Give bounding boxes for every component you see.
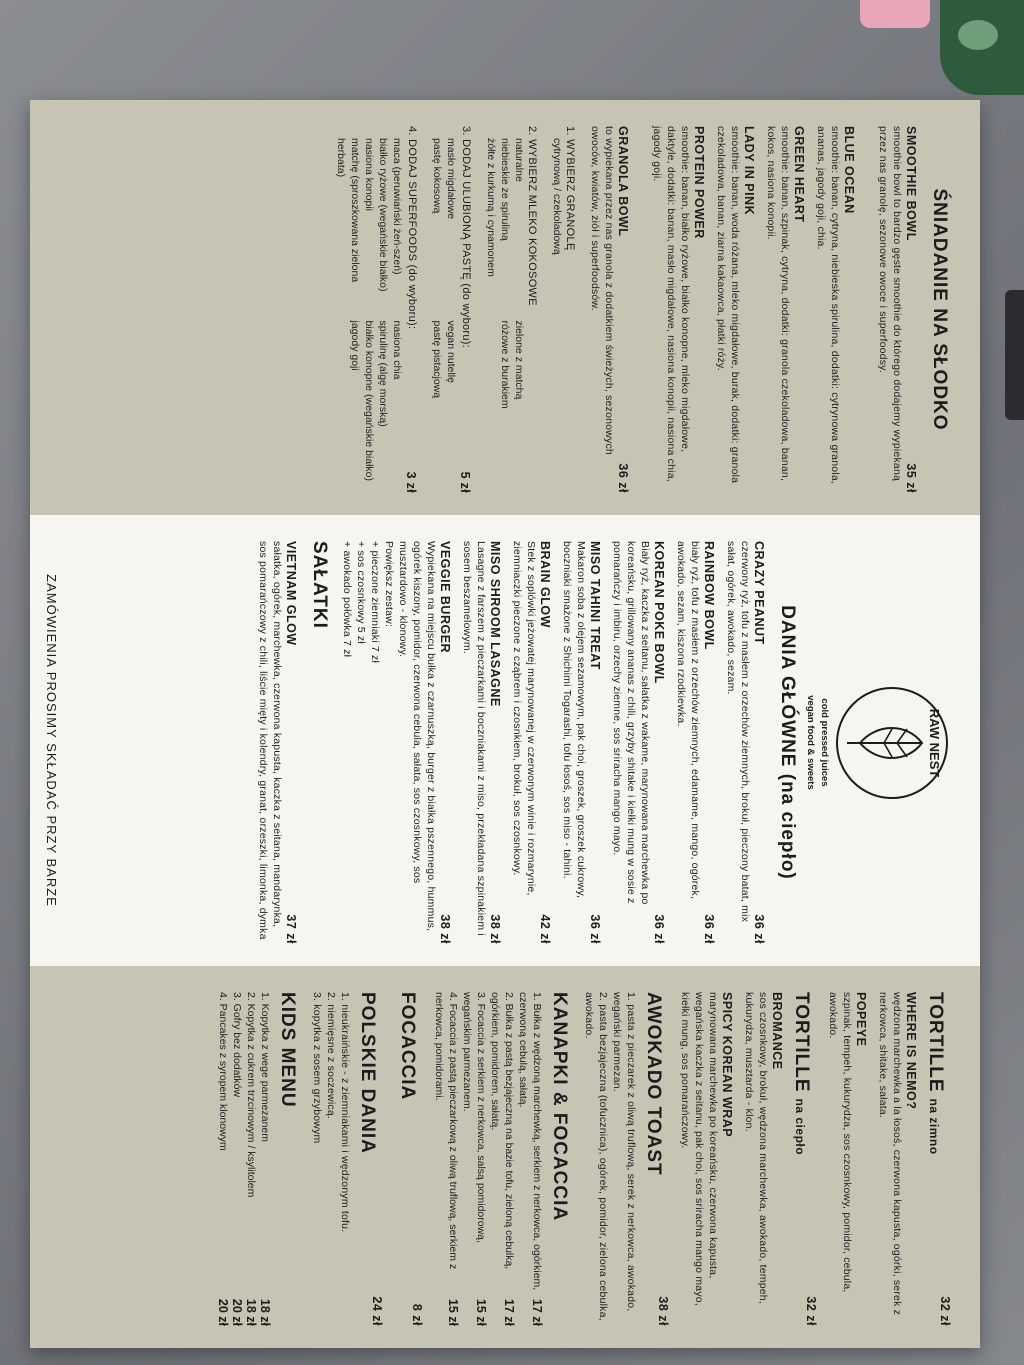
item-description: smoothie: banan, cytryna, niebieska spirulina, dodatki: cytrynowa granola, ananas, jagody goji, chia. (815, 126, 841, 484)
logo-tagline-2: vegan food & sweets (805, 695, 816, 790)
burger-extra: + sos czosnkowy 5 zł (355, 541, 367, 644)
item-description: czerwony ryż, tofu z masłem z orzechów ziemnych, brokuł, pieczony batat, mix sałat, ogórek, awokado, sezam. (725, 541, 751, 923)
item-description: smoothie: banan, woda różana, mleko migdałowe, burak, dodatki: granola czekoladowa, banan, ziarna kakaowca, płatki róży. (715, 126, 741, 484)
item-price: 15 zł (446, 1298, 460, 1326)
item-name: KOREAN POKE BOWL (652, 541, 666, 684)
burger-extra: + awokado połówka 7 zł (341, 541, 353, 658)
menu-item-blue-ocean: BLUE OCEAN (842, 126, 856, 214)
item-description: 2. Bułka z pastą bezjajeczną na bazie tofu, zieloną cebulką, ogórkiem, pomidorem, sałatą. (489, 992, 515, 1270)
svg-text:RAW NEST: RAW NEST (927, 708, 942, 777)
item-description: 4. Focaccia z pastą pieczarkową z oliwą truflową, serkiem z nerkowca, pomidorami. (433, 992, 459, 1270)
section-note: na zimno (927, 1098, 941, 1155)
item-description: biały ryż, tofu z masłem z orzechów ziemnych, edamame, mango, ogórek, awokado, sezam, kiszona rzodkiewka. (675, 541, 701, 900)
item-description: smoothie bowl to bardzo gęste smoothie do którego dodajemy wypiekaną przez nas granolę, sezonowe owoce i superfoodsy. (877, 126, 903, 482)
item-price: 35 zł (904, 463, 918, 493)
granola-step-2: 2. WYBIERZ MLEKO KOKOSOWE (526, 126, 538, 306)
item-description: 3. kopytka z sosem grzybowym (311, 992, 323, 1144)
menu-item-brain-glow (538, 541, 552, 944)
item-description: smoothie: banan, szpinak, cytryna, dodatki: granola czekoladowa, banan, kokos, nasiona konopii. (765, 126, 791, 482)
item-description: to wypiekana przez nas granola z dodatkiem świeżych, sezonowych owoców, kwiatów, ziół i superfoodsów. (589, 126, 615, 455)
item-name: BRAIN GLOW (538, 541, 552, 628)
menu-item-miso-tahini-treat (588, 541, 602, 944)
menu-item-kids-2 (244, 992, 258, 1326)
item-description: Biały ryż, kaczka z seitanu, sałatka z wakame, marynowana marchewka po koreańsku, grillowany ananas z chili, grzyby shitake i kiełki mung w sosie z pomarańczy i imbiru, orzechy ziemne, sos sriracha mango mayo. (611, 541, 651, 905)
menu-item-where-is-nemo: WHERE IS NEMO? (904, 992, 918, 1110)
menu-item-spicy-korean-wrap: SPICY KOREAN WRAP (720, 992, 734, 1138)
menu-item-kids-4 (216, 992, 230, 1326)
item-price: 36 zł (616, 463, 630, 493)
option: żółte z kurkumą i cynamonem (485, 138, 497, 277)
item-price: 8 zł (410, 1303, 424, 1326)
item-price: 3 zł (404, 471, 418, 493)
option: jagody goji (349, 320, 361, 371)
item-price: 38 zł (438, 914, 452, 944)
item-description: sos czosnkowy, brokuł, wędzona marchewka, awokado, tempeh, kukurydza, musztarda - klon. (743, 992, 769, 1304)
order-at-bar-note: ZAMÓWIENIA PROSIMY SKŁADAĆ PRZY BARZE (44, 574, 59, 907)
item-name: RAINBOW BOWL (702, 541, 716, 650)
menu-item-granola-bowl (616, 126, 630, 493)
menu-item-crazy-peanut (752, 541, 766, 944)
item-description: 2. niemięsne z soczewicą. (325, 992, 337, 1119)
raw-nest-logo-icon (832, 683, 952, 803)
granola-step-1-options (550, 126, 564, 493)
item-name: CRAZY PEANUT (752, 541, 766, 645)
menu-column-main-dishes (30, 515, 980, 966)
item-name: MISO SHROOM LASAGNE (488, 541, 502, 707)
item-price: 36 zł (752, 914, 766, 944)
option: nasiona chia (391, 320, 403, 380)
item-price: 36 zł (652, 914, 666, 944)
section-title: TORTILLE (925, 992, 946, 1093)
item-description: 4. Pancakes z syropem klonowym (217, 992, 229, 1151)
item-description: smoothie: banan, białko ryżowe, białko konopne, mleko migdałowe, daktyle, dodatki: banan, masło migdałowe, nasiona konopii, nasiona chia, jagody goji. (651, 126, 691, 482)
option: pastę kokosową (431, 138, 443, 214)
option: cytrynową / czekoladową (551, 138, 563, 255)
option: matchę (sproszkowana zielona herbata) (335, 138, 361, 283)
option: spirulinę (algę morską) (377, 320, 389, 427)
item-price: 37 zł (284, 914, 298, 944)
granola-step-3: 3. DODAJ ULUBIONĄ PASTĘ (do wyboru): 5 zł (458, 126, 472, 493)
item-description: sałatka, ogórek, marchewka, czerwona kapusta, kaczka z seitana, mandarynka, sos pomarańczowy z chili, liście mięty i kolendry, granat, orzeszki, limonka, dymka (257, 541, 283, 940)
option: zielone z matchą (513, 320, 525, 400)
item-description: 1. nieukraińskie - z ziemniakami i wędzonym tofu. (339, 992, 351, 1233)
item-price: 24 zł (370, 1296, 384, 1326)
menu-item-miso-shroom-lasagne (488, 541, 502, 944)
item-price: 18 zł (258, 1298, 272, 1326)
menu-item-vietnam-glow (284, 541, 298, 944)
item-name: VEGGIE BURGER (438, 541, 452, 654)
green-cup (940, 0, 1024, 95)
section-title: AWOKADO TOAST (643, 992, 664, 1176)
item-price: 5 zł (458, 471, 472, 493)
menu-item-green-heart: GREEN HEART (792, 126, 806, 223)
granola-step-4: 4. DODAJ SUPERFOODS (do wyboru): 3 zł (404, 126, 418, 493)
menu-item-smoothie-bowl (904, 126, 918, 493)
section-title: POLSKIE DANIA (357, 992, 378, 1154)
option: różowe z burakiem (499, 320, 511, 409)
menu-item-kids-1 (258, 992, 272, 1326)
section-awokado-toast (638, 992, 670, 1326)
item-description: 3. Focaccia z serkiem z nerkowca, salsą pomidorową, wegańskim parmezanem. (461, 992, 487, 1243)
item-description: szpinak, tempeh, kukurydza, sos czosnkowy, pomidor, cebula, awokado. (827, 992, 853, 1293)
menu-item-bromance: BROMANCE (770, 992, 784, 1070)
option: vegan nutellę (445, 320, 457, 383)
pink-napkin (860, 0, 930, 28)
logo-tagline-1: cold pressed juices (819, 698, 830, 787)
menu-column-wraps-toasts (30, 966, 980, 1348)
option: masło migdałowe (445, 138, 457, 220)
section-title-salads: SAŁATKI (309, 541, 330, 629)
section-tortille-hot (784, 992, 818, 1326)
section-note: na ciepło (793, 1098, 807, 1156)
item-name: VIETNAM GLOW (284, 541, 298, 646)
item-description: Stek z soplówki jeżowatej marynowanej w czerwonym winie i rozmarynie, ziemniaczki pieczone z cząbrem i czosnkiem, brokuł, sos czosnkowy. (511, 541, 537, 896)
option: białko konopne (wegańskie białko) (363, 320, 375, 482)
granola-step-4-options (334, 126, 404, 493)
item-price: 36 zł (702, 914, 716, 944)
section-title-main-dishes: DANIA GŁÓWNE (na ciepło) (777, 605, 798, 880)
option: nasiona konopii (363, 138, 375, 211)
burger-extras-title: Powiększ zestaw: (383, 541, 395, 628)
phone-edge (1005, 290, 1024, 420)
item-description: marynowana marchewka po koreańsku, czerwona kapusta, wegańska kaczka z seitanu, pak choi, sos sriracha mango mayo, kiełki mung, sos pomarańczowy. (679, 992, 719, 1306)
item-price: 15 zł (474, 1298, 488, 1326)
menu-item-protein-power: PROTEIN POWER (692, 126, 706, 239)
item-price: 17 zł (502, 1298, 516, 1326)
item-description: 2. Kopytka z cukrem trzcinowym / ksylitolem (245, 992, 257, 1198)
section-title-sweet-breakfast: ŚNIADANIE NA SŁODKO (929, 188, 950, 431)
item-description: Makaron soba z olejem sezamowym, pak choi, groszek, groszek cukrowy, boczniaki smażone z Shichimi Togarashi, tofu łosoś, sos miso - tahini. (561, 541, 587, 899)
option: maca (peruwiański żeń-szeń) (391, 138, 403, 275)
logo (804, 541, 952, 944)
item-price: 38 zł (656, 1296, 670, 1326)
item-price: 38 zł (488, 914, 502, 944)
granola-step-2-options (484, 126, 526, 493)
menu-item-rainbow-bowl (702, 541, 716, 944)
option: niebieskie ze spiruliną (499, 138, 511, 241)
menu-item-focaccia-3 (460, 992, 488, 1326)
item-price: 20 zł (216, 1298, 230, 1326)
item-description: 1. Kopytka z wege parmezanem (259, 992, 271, 1142)
menu-item-kanapka-1 (516, 992, 544, 1326)
menu-item-kids-3 (230, 992, 244, 1326)
option: białko ryżowe (wegańskie białko) (377, 138, 389, 292)
item-description: 1. pasta z pieczarek z oliwą truflową, serek z nerkowca, awokado, wegański parmezan. (611, 992, 637, 1312)
item-price: 20 zł (230, 1298, 244, 1326)
menu-item-korean-poke-bowl (652, 541, 666, 944)
section-title-kanapki: KANAPKI & FOCACCIA (549, 992, 570, 1222)
item-name: MISO TAHINI TREAT (588, 541, 602, 670)
section-polskie-dania (352, 992, 384, 1326)
menu-item-focaccia-4 (432, 992, 460, 1326)
menu-item-kanapka-2 (488, 992, 516, 1326)
burger-extra: + pieczone ziemniaki 7 zł (369, 541, 381, 664)
section-title-kids-menu: KIDS MENU (277, 992, 298, 1108)
item-price: 32 zł (938, 1296, 952, 1326)
item-description: Lasagne z farszem z pieczarkami i boczniakami z miso, przekładana szpinakiem i sosem beszamelowym. (461, 541, 487, 936)
item-name: SMOOTHIE BOWL (904, 126, 918, 241)
item-price: 17 zł (530, 1298, 544, 1326)
item-name: GRANOLA BOWL (616, 126, 630, 237)
menu-item-lady-in-pink: LADY IN PINK (742, 126, 756, 216)
section-title: FOCACCIA (397, 992, 418, 1101)
item-price: 32 zł (804, 1296, 818, 1326)
item-description: wędzona marchewka a la łosoś, czerwona kapusta, ogórki, serek z nerkowca, shitake, sałata. (877, 992, 903, 1316)
option: naturalne (513, 138, 525, 182)
item-description: 2. pasta bezjajeczna (tofucznica), ogórek, pomidor, zielona cebulka, awokado. (583, 992, 609, 1321)
menu-card (30, 100, 980, 1348)
item-description: 1. Bułka z wędzoną marchewką, serkiem z nerkowca, ogórkiem, czerwoną cebulą, sałatą. (517, 992, 543, 1291)
option: pastę pistacjową (431, 320, 443, 399)
granola-step-3-options (430, 126, 458, 493)
item-price: 18 zł (244, 1298, 258, 1326)
menu-item-veggie-burger (438, 541, 452, 944)
menu-content (30, 100, 980, 1348)
section-tortille-cold (918, 992, 952, 1326)
menu-column-sweet-breakfast (30, 100, 980, 515)
item-description: 3. Gofry bez dodatków (231, 992, 243, 1098)
item-price: 42 zł (538, 914, 552, 944)
item-price: 36 zł (588, 914, 602, 944)
section-focaccia (392, 992, 424, 1326)
menu-item-popeye: POPEYE (854, 992, 868, 1047)
item-description: Wypiekana na miejscu bułka z czarnuszką, burger z białka pszennego, hummus, ogórek kiszony, pomidor, czerwona cebula, sałata, sos czosnkowy, sos musztardowo - klonowy. (397, 541, 437, 932)
section-title: TORTILLE (791, 992, 812, 1093)
granola-step-1: 1. WYBIERZ GRANOLĘ (564, 126, 576, 251)
